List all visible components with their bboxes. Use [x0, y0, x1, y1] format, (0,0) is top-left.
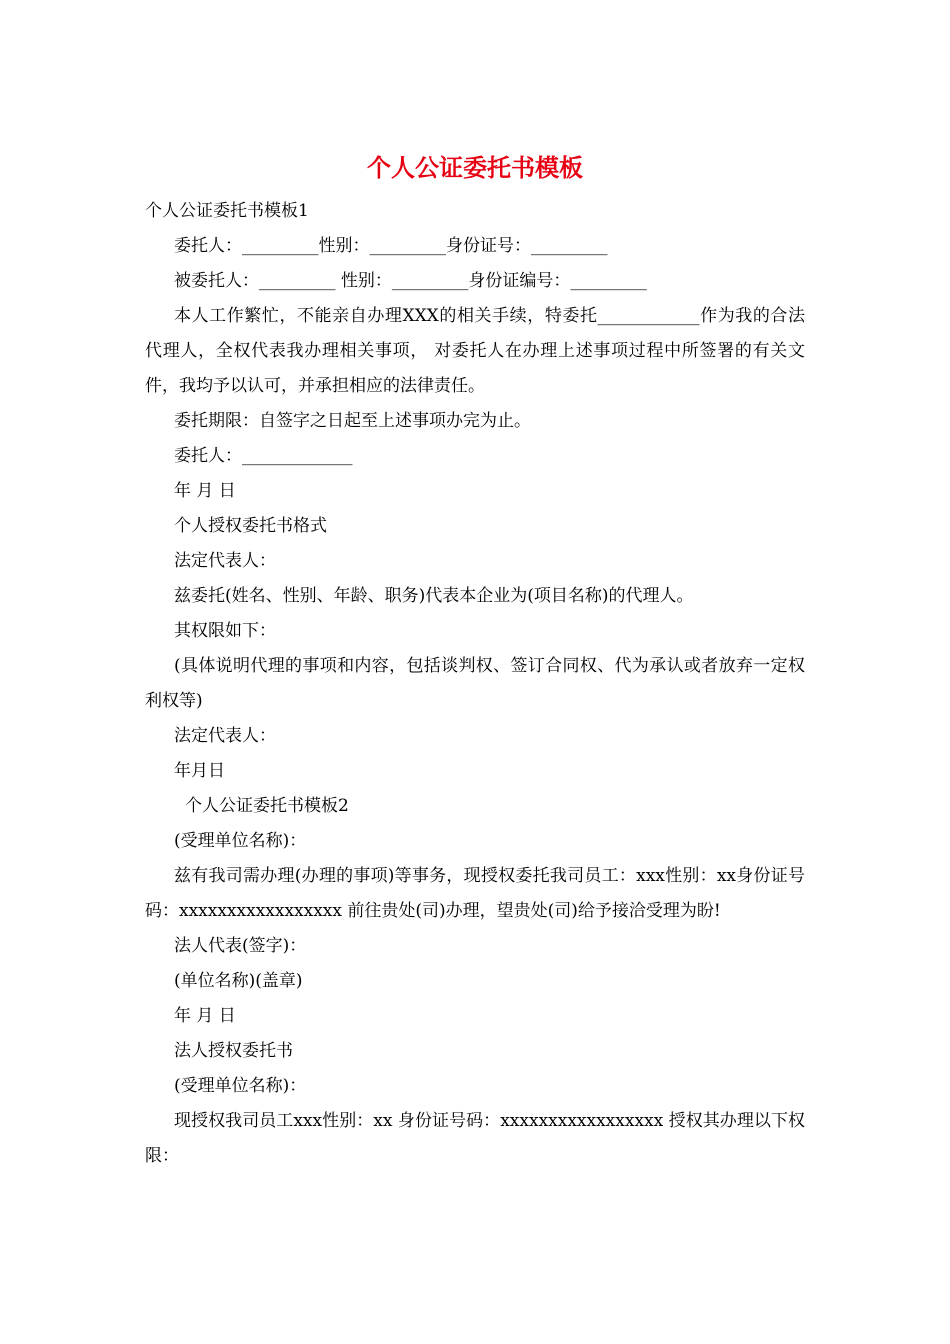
paragraph: (单位名称)(盖章)	[174, 971, 303, 991]
paragraph: 年月日	[174, 761, 225, 781]
paragraph: 年 月 日	[174, 481, 236, 501]
paragraph: 委托人：_____________	[174, 446, 353, 466]
paragraph: 年 月 日	[174, 1006, 236, 1026]
paragraph: 法人代表(签字)：	[174, 936, 307, 956]
paragraph: 法人授权委托书	[174, 1041, 293, 1061]
paragraph: 其权限如下：	[174, 621, 276, 641]
paragraph: (受理单位名称)：	[174, 1076, 307, 1096]
paragraph: (具体说明代理的事项和内容，包括谈判权、签订合同权、代为承认或者放弃一定权利权等)	[145, 656, 805, 711]
paragraph: (受理单位名称)：	[174, 831, 307, 851]
document-title: 个人公证委托书模板	[367, 153, 583, 182]
paragraph: 个人授权委托书格式	[174, 516, 327, 536]
paragraph: 法定代表人：	[174, 551, 276, 571]
paragraph: 兹有我司需办理(办理的事项)等事务，现授权委托我司员工：xxx性别：xx身份证号码：xxxxxxxxxxxxxxxxx 前往贵处(司)办理，望贵处(司)给予接洽受理为盼!	[145, 866, 805, 921]
paragraph: 现授权我司员工xxx性别：xx 身份证号码：xxxxxxxxxxxxxxxxx 授权其办理以下权限：	[145, 1111, 805, 1166]
paragraph: 本人工作繁忙，不能亲自办理XXX的相关手续，特委托____________作为我的合法代理人，全权代表我办理相关事项， 对委托人在办理上述事项过程中所签署的有关文件，我均予以认可，并承担相应的法律责任。	[145, 306, 805, 396]
document-body	[145, 194, 805, 1174]
paragraph: 法定代表人：	[174, 726, 276, 746]
paragraph: 被委托人：_________ 性别：_________身份证编号：_________	[174, 271, 647, 291]
paragraph: 委托期限：自签字之日起至上述事项办完为止。	[174, 411, 531, 431]
paragraph: 兹委托(姓名、性别、年龄、职务)代表本企业为(项目名称)的代理人。	[174, 586, 694, 606]
paragraph: 个人公证委托书模板1	[145, 201, 309, 221]
paragraph: 委托人：_________性别：_________身份证号：_________	[174, 236, 608, 256]
paragraph: 个人公证委托书模板2	[185, 796, 349, 816]
